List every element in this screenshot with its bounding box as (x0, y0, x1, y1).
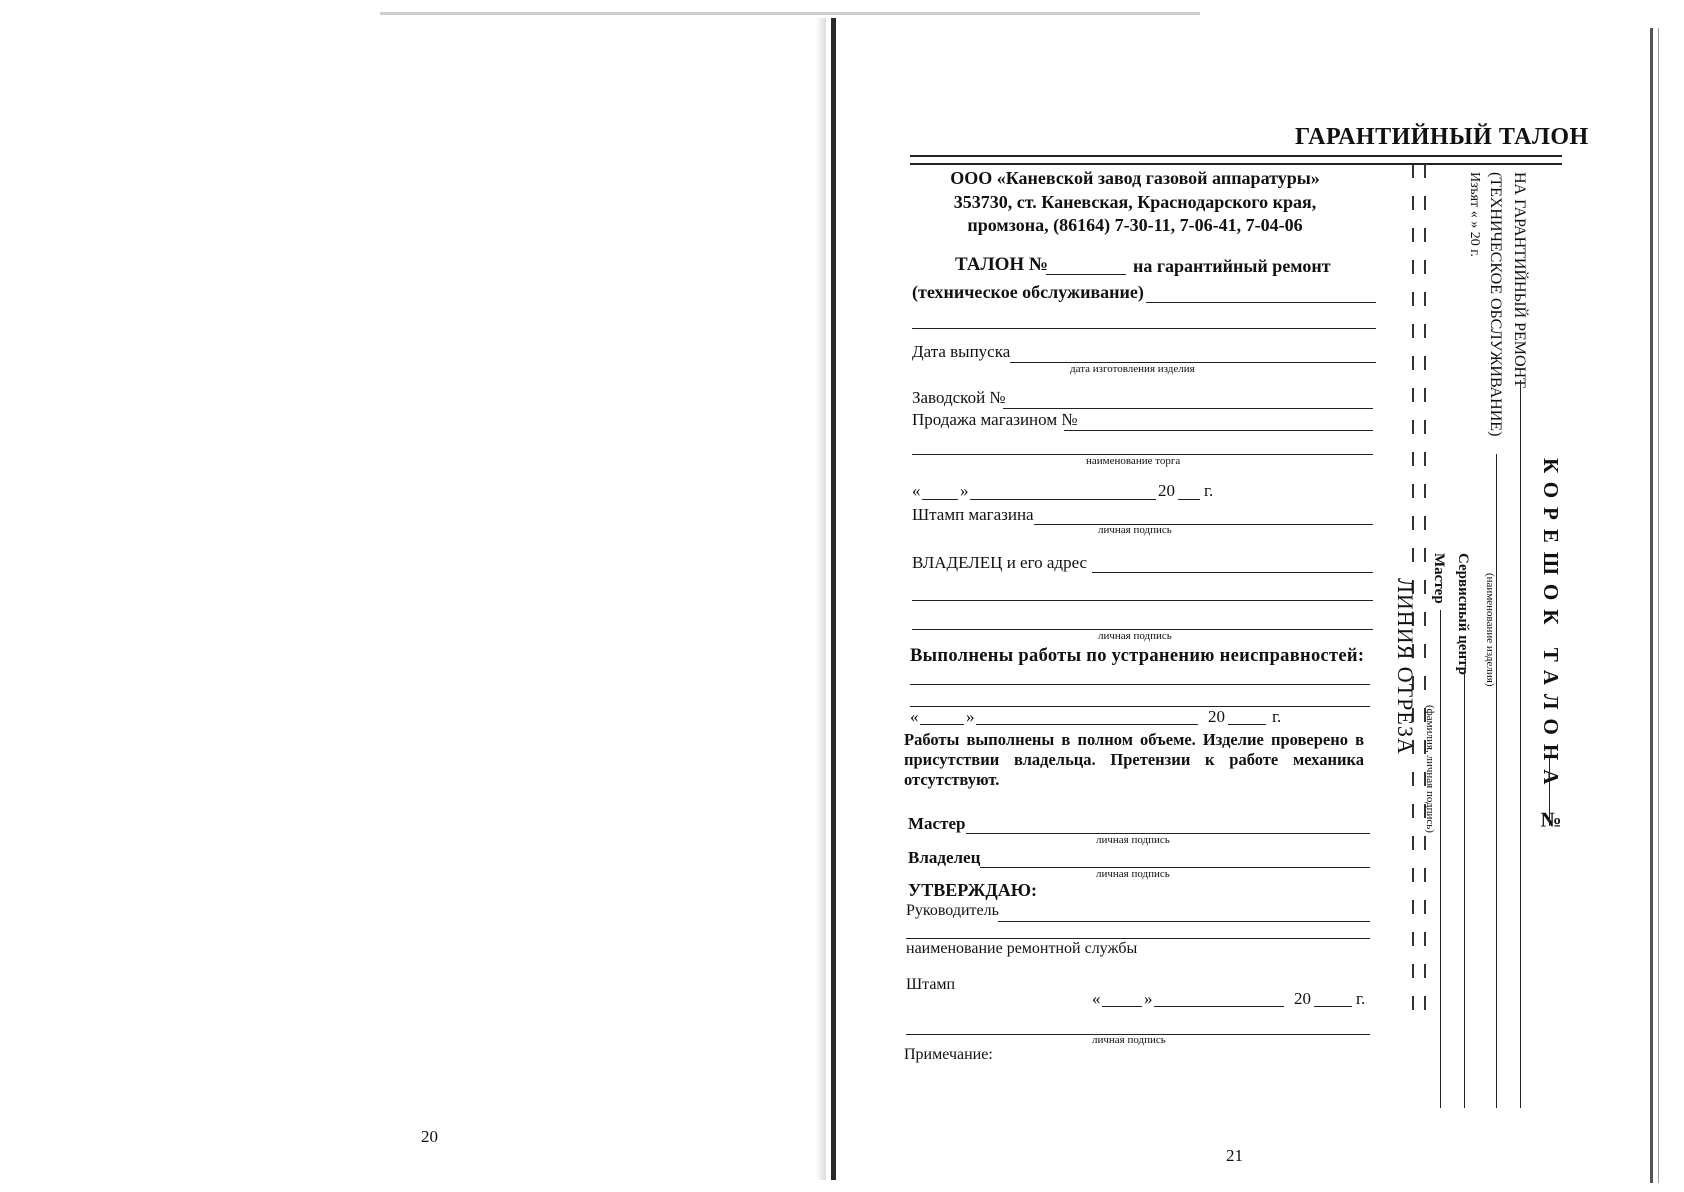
stub-line-1: НА ГАРАНТИЙНЫЙ РЕМОНТ (1511, 172, 1528, 388)
serial-label: Заводской № (912, 388, 1006, 407)
works-date-day-line (920, 724, 964, 725)
stub-product-hint: (наименование изделия) (1484, 573, 1496, 687)
shop-stamp-line (1034, 524, 1373, 525)
stub-number-line (1549, 756, 1550, 826)
approval-date-quote-close: » (1144, 989, 1153, 1008)
approval-date-year-line (1314, 1006, 1352, 1007)
shop-stamp-label: Штамп магазина (912, 505, 1034, 524)
works-date-year: 20 (1208, 707, 1225, 726)
master-signature-hint: личная подпись (1096, 834, 1170, 846)
book-spine-shadow (816, 18, 826, 1180)
owner-label: ВЛАДЕЛЕЦ и его адрес (912, 553, 1088, 572)
date-month-line (970, 499, 1156, 500)
works-statement: Работы выполнены в полном объеме. Изделие проверено в присутствии владельца. Претензии к работе механика отсутствуют. (904, 730, 1364, 789)
date-day-line (922, 499, 958, 500)
works-owner-line (980, 867, 1370, 868)
approval-heading: УТВЕРЖДАЮ: (908, 880, 1038, 900)
company-address: 353730, ст. Каневская, Краснодарского края, (953, 192, 1317, 212)
approval-date-month-line (1154, 1006, 1284, 1007)
page-title: ГАРАНТИЙНЫЙ ТАЛОН (1295, 124, 1589, 150)
release-date-label: Дата выпуска (912, 342, 1011, 361)
works-date-year-line (1228, 724, 1266, 725)
title-double-rule (910, 155, 1562, 165)
page-top-edge (380, 12, 1200, 15)
stub-master: Мастер (1431, 553, 1447, 604)
works-line-2 (910, 706, 1370, 707)
release-date-hint: дата изготовления изделия (1070, 363, 1195, 375)
book-spine (831, 18, 836, 1180)
date-g: г. (1204, 481, 1214, 500)
stub-title: КОРЕШОК ТАЛОНА № (1539, 458, 1563, 841)
sold-by-label: Продажа магазином № (912, 410, 1078, 429)
owner-signature-hint: личная подпись (1098, 630, 1172, 642)
master-label: Мастер (908, 814, 966, 833)
serial-line (1003, 408, 1373, 409)
trade-name-hint: наименование торга (1086, 455, 1181, 467)
approval-head-line (998, 921, 1370, 922)
approval-date-year: 20 (1294, 989, 1311, 1008)
company-phones: промзона, (86164) 7-30-11, 7-06-41, 7-04-06 (967, 215, 1303, 235)
stub-master-rule (1440, 610, 1441, 1108)
owner-line-1 (1092, 572, 1373, 573)
talon-heading-service: (техническое обслуживание) (912, 282, 1144, 302)
approval-date-g: г. (1356, 989, 1366, 1008)
date-year: 20 (1158, 481, 1175, 500)
right-page-number: 21 (1226, 1146, 1243, 1165)
stub-service-center-rule (1464, 670, 1465, 1108)
works-date-quote-open: « (910, 707, 919, 726)
talon-heading-repair: на гарантийный ремонт (1133, 256, 1331, 276)
date-year-line (1178, 499, 1200, 500)
works-owner-label: Владелец (908, 848, 981, 867)
approval-date-quote-open: « (1092, 989, 1101, 1008)
approval-service-name: наименование ремонтной службы (906, 940, 1138, 957)
works-line-1 (910, 684, 1370, 685)
works-heading: Выполнены работы по устранению неисправностей: (910, 646, 1365, 666)
date-quote-open: « (912, 481, 921, 500)
approval-service-line (906, 938, 1370, 939)
talon-number-label: ТАЛОН № (955, 254, 1049, 275)
sold-by-line (1064, 430, 1373, 431)
stub-service-center: Сервисный центр (1455, 553, 1471, 675)
approval-head-label: Руководитель (906, 902, 999, 919)
product-line (912, 328, 1376, 329)
stub-line-1-rule (1520, 380, 1521, 1108)
left-page-number: 20 (421, 1127, 438, 1146)
owner-line-2 (912, 600, 1373, 601)
works-date-month-line (976, 724, 1198, 725)
stub-master-hint: (фамилия, личная подпись) (1424, 705, 1436, 833)
stub-line-2: (ТЕХНИЧЕСКОЕ ОБСЛУЖИВАНИЕ) (1487, 172, 1504, 437)
company-name: ООО «Каневской завод газовой аппаратуры» (950, 168, 1320, 188)
works-date-quote-close: » (966, 707, 975, 726)
stub-line-2-rule (1496, 454, 1497, 1108)
approval-signature-hint: личная подпись (1092, 1034, 1166, 1046)
note-label: Примечание: (904, 1046, 993, 1063)
talon-number-line (1046, 274, 1126, 275)
works-owner-signature-hint: личная подпись (1096, 868, 1170, 880)
shop-stamp-signature-hint: личная подпись (1098, 524, 1172, 536)
page-right-edge (1650, 28, 1653, 1183)
approval-date-day-line (1102, 1006, 1142, 1007)
page-right-edge-inner (1658, 28, 1659, 1183)
works-date-g: г. (1272, 707, 1282, 726)
talon-service-line (1146, 302, 1376, 303)
approval-stamp-label: Штамп (906, 976, 956, 993)
cut-line-label: ЛИНИЯ ОТРЕЗА (1393, 578, 1418, 755)
date-quote-close: » (960, 481, 969, 500)
stub-taken: Изъят « » 20 г. (1467, 172, 1482, 257)
